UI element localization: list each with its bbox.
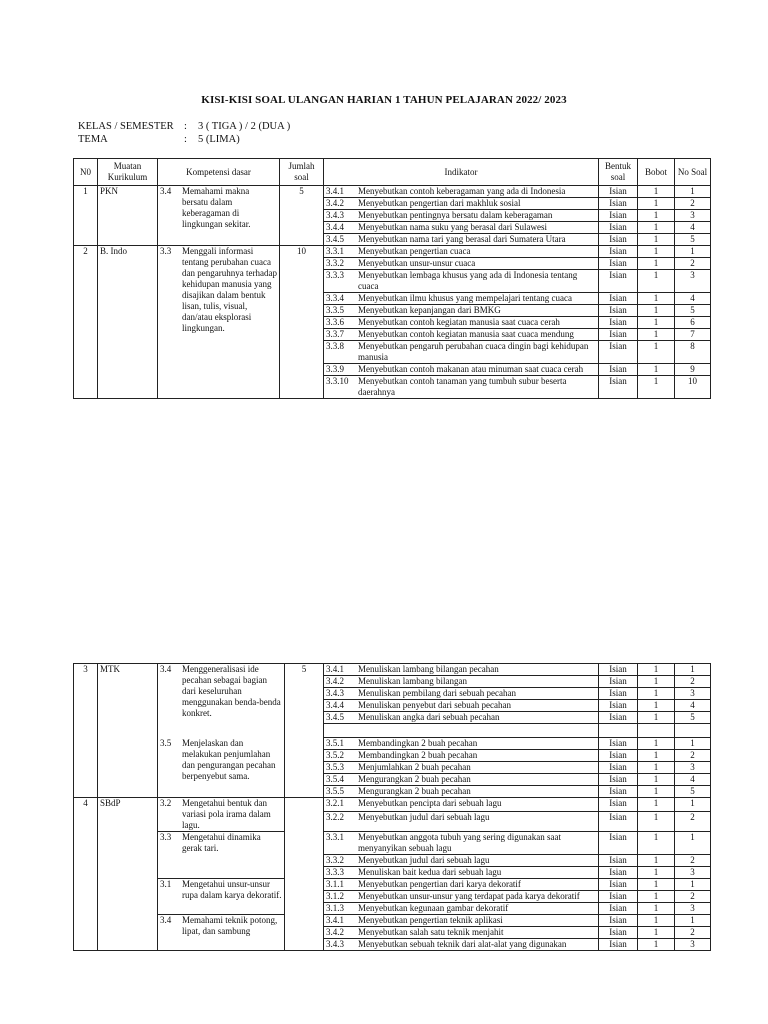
bobot-cell: 1 [638, 927, 675, 939]
meta-value: 5 (LIMA) [198, 134, 240, 145]
kd-number: 3.4 [160, 664, 172, 674]
indikator-number: 3.4.4 [326, 700, 344, 710]
meta-value: 3 ( TIGA ) / 2 (DUA ) [198, 121, 291, 132]
bentuk-soal-cell: Isian [599, 234, 638, 246]
no-soal-cell: 5 [675, 786, 711, 798]
indikator-cell [324, 915, 599, 927]
kd-number: 3.5 [160, 737, 172, 748]
kd-text: Menggali informasi tentang perubahan cuaca dan pengaruhnya terhadap kehidupan manusia yang disajikan dalam bentuk lisan, tulis, visual, dan/atau eksplorasi lingkungan. [182, 246, 277, 333]
indikator-number: 3.3.2 [326, 855, 344, 865]
no-soal-cell: 5 [675, 712, 711, 724]
indikator-number: 3.4.5 [326, 712, 344, 722]
indikator-number: 3.3.6 [326, 317, 344, 327]
no-soal-cell: 1 [675, 664, 711, 676]
indikator-text: Menyebutkan pengaruh perubahan cuaca dingin bagi kehidupan manusia [358, 341, 589, 362]
indikator-text: Menyebutkan contoh keberagaman yang ada di Indonesia [358, 186, 566, 196]
no-soal-cell-empty [675, 724, 711, 738]
meta-sep: : [184, 121, 187, 132]
bentuk-soal-cell: Isian [599, 891, 638, 903]
indikator-number: 3.4.3 [326, 688, 344, 698]
indikator-text: Menyebutkan contoh kegiatan manusia saat cuaca cerah [358, 317, 560, 327]
indikator-number: 3.4.4 [326, 222, 344, 232]
no-soal-cell: 3 [675, 270, 711, 293]
bobot-cell: 1 [638, 832, 675, 855]
header-jumlah-soal: Jumlah soal [280, 159, 324, 186]
indikator-number: 3.5.5 [326, 786, 344, 796]
bobot-cell: 1 [638, 700, 675, 712]
indikator-number: 3.1.3 [326, 903, 344, 913]
bentuk-soal-cell: Isian [599, 879, 638, 891]
indikator-cell [324, 786, 599, 798]
bobot-cell: 1 [638, 879, 675, 891]
indikator-text: Menyebutkan pengertian teknik aplikasi [358, 915, 503, 925]
bobot-cell: 1 [638, 246, 675, 258]
bentuk-soal-cell: Isian [599, 305, 638, 317]
indikator-number: 3.4.2 [326, 927, 344, 937]
indikator-cell [324, 903, 599, 915]
indikator-number: 3.3.3 [326, 867, 344, 877]
indikator-text: Menyebutkan lembaga khusus yang ada di Indonesia tentang cuaca [358, 270, 578, 291]
indikator-cell [324, 939, 599, 951]
no-soal-cell: 3 [675, 210, 711, 222]
indikator-text: Menyebutkan contoh makanan atau minuman saat cuaca cerah [358, 364, 584, 374]
bobot-cell: 1 [638, 305, 675, 317]
indikator-cell [324, 688, 599, 700]
no-soal-cell: 1 [675, 915, 711, 927]
bobot-cell: 1 [638, 293, 675, 305]
table-row [74, 915, 711, 927]
no-soal-cell: 2 [675, 927, 711, 939]
indikator-number: 3.2.1 [326, 798, 344, 808]
bentuk-soal-cell: Isian [599, 210, 638, 222]
no-soal-cell: 3 [675, 939, 711, 951]
bentuk-soal-cell: Isian [599, 688, 638, 700]
table-header-row [74, 159, 711, 186]
indikator-number: 3.3.4 [326, 293, 344, 303]
no-soal-cell: 3 [675, 688, 711, 700]
indikator-text: Menyebutkan nama suku yang berasal dari Sulawesi [358, 222, 547, 232]
kd-text: Memahami teknik potong, lipat, dan sambung [182, 915, 278, 936]
no-soal-cell: 4 [675, 222, 711, 234]
indikator-text: Mengurangkan 2 buah pecahan [358, 774, 471, 784]
bentuk-soal-cell: Isian [599, 329, 638, 341]
indikator-number: 3.2.2 [326, 812, 344, 822]
indikator-text: Menyebutkan pengertian dari makhluk sosial [358, 198, 521, 208]
indikator-number: 3.3.9 [326, 364, 344, 374]
indikator-cell [324, 712, 599, 724]
kompetensi-dasar-cell [158, 915, 285, 951]
kd-number: 3.2 [160, 798, 172, 808]
no-soal-cell: 2 [675, 676, 711, 688]
kd-text: Menjelaskan dan melakukan penjumlahan dan pengurangan pecahan berpenyebut sama. [182, 737, 276, 781]
bentuk-soal-cell: Isian [599, 786, 638, 798]
indikator-cell [324, 198, 599, 210]
indikator-number: 3.1.2 [326, 891, 344, 901]
no-soal-cell: 10 [675, 376, 711, 399]
bobot-cell: 1 [638, 329, 675, 341]
bentuk-soal-cell: Isian [599, 246, 638, 258]
jumlah-soal-cell: 5 [280, 186, 324, 246]
bobot-cell: 1 [638, 234, 675, 246]
table-row [74, 246, 711, 258]
indikator-cell [324, 676, 599, 688]
bentuk-soal-cell: Isian [599, 676, 638, 688]
indikator-number: 3.4.3 [326, 939, 344, 949]
bobot-cell: 1 [638, 750, 675, 762]
indikator-text: Menuliskan penyebut dari sebuah pecahan [358, 700, 511, 710]
no-soal-cell: 3 [675, 762, 711, 774]
kompetensi-dasar-cell [158, 246, 280, 399]
indikator-cell [324, 867, 599, 879]
subject-cell: MTK [98, 664, 158, 798]
no-soal-cell: 2 [675, 891, 711, 903]
bentuk-soal-cell: Isian [599, 293, 638, 305]
indikator-number: 3.5.1 [326, 738, 344, 748]
header-bentuk-soal: Bentuk soal [599, 159, 638, 186]
bentuk-soal-cell: Isian [599, 364, 638, 376]
indikator-text: Menyebutkan pengertian cuaca [358, 246, 471, 256]
indikator-cell [324, 812, 599, 832]
indikator-number: 3.3.1 [326, 246, 344, 256]
bobot-cell: 1 [638, 341, 675, 364]
no-soal-cell: 5 [675, 305, 711, 317]
kompetensi-dasar-cell [158, 664, 285, 738]
indikator-cell [324, 305, 599, 317]
kd-number: 3.3 [160, 246, 172, 256]
indikator-number: 3.4.5 [326, 234, 344, 244]
table-row [74, 186, 711, 198]
jumlah-soal-cell [285, 798, 324, 951]
bentuk-soal-cell: Isian [599, 664, 638, 676]
header-kompetensi-dasar: Kompetensi dasar [158, 159, 280, 186]
indikator-number: 3.4.1 [326, 186, 344, 196]
kd-text: Menggeneralisasi ide pecahan sebagai bagian dari keseluruhan menggunakan benda-benda konkret. [182, 664, 281, 718]
indikator-text: Menyebutkan judul dari sebuah lagu [358, 855, 490, 865]
bobot-cell: 1 [638, 855, 675, 867]
indikator-number: 3.1.1 [326, 879, 344, 889]
bentuk-soal-cell: Isian [599, 855, 638, 867]
bentuk-soal-cell: Isian [599, 867, 638, 879]
bobot-cell: 1 [638, 762, 675, 774]
indikator-cell-empty [324, 724, 599, 738]
no-soal-cell: 5 [675, 234, 711, 246]
indikator-text: Menyebutkan contoh tanaman yang tumbuh subur beserta daerahnya [358, 376, 567, 397]
jumlah-soal-cell: 10 [280, 246, 324, 399]
no-soal-cell: 4 [675, 700, 711, 712]
bentuk-soal-cell: Isian [599, 700, 638, 712]
indikator-cell [324, 364, 599, 376]
header-indikator: Indikator [324, 159, 599, 186]
bobot-cell: 1 [638, 786, 675, 798]
indikator-text: Menuliskan lambang bilangan pecahan [358, 664, 499, 674]
bobot-cell: 1 [638, 867, 675, 879]
indikator-cell [324, 246, 599, 258]
meta-sep: : [184, 134, 187, 145]
header-no-soal: No Soal [675, 159, 711, 186]
no-soal-cell: 1 [675, 798, 711, 812]
kisi-kisi-table-page2 [73, 663, 711, 951]
indikator-text: Membandingkan 2 buah pecahan [358, 738, 478, 748]
jumlah-soal-cell: 5 [285, 664, 324, 798]
bobot-cell-empty [638, 724, 675, 738]
document-title: KISI-KISI SOAL ULANGAN HARIAN 1 TAHUN PELAJARAN 2022/ 2023 [201, 94, 567, 106]
indikator-cell [324, 317, 599, 329]
table-row [74, 879, 711, 891]
no-soal-cell: 2 [675, 258, 711, 270]
bobot-cell: 1 [638, 210, 675, 222]
indikator-cell [324, 798, 599, 812]
bentuk-soal-cell: Isian [599, 915, 638, 927]
bobot-cell: 1 [638, 664, 675, 676]
row-number: 3 [74, 664, 98, 798]
bentuk-soal-cell: Isian [599, 317, 638, 329]
bobot-cell: 1 [638, 738, 675, 750]
no-soal-cell: 1 [675, 879, 711, 891]
no-soal-cell: 3 [675, 903, 711, 915]
no-soal-cell: 7 [675, 329, 711, 341]
indikator-cell [324, 927, 599, 939]
no-soal-cell: 1 [675, 186, 711, 198]
bobot-cell: 1 [638, 270, 675, 293]
kd-text: Mengetahui dinamika gerak tari. [182, 832, 261, 853]
indikator-cell [324, 186, 599, 198]
bentuk-soal-cell: Isian [599, 222, 638, 234]
indikator-text: Menyebutkan pencipta dari sebuah lagu [358, 798, 502, 808]
bentuk-soal-cell: Isian [599, 258, 638, 270]
indikator-number: 3.3.10 [326, 376, 349, 386]
header-no: N0 [74, 159, 98, 186]
bentuk-soal-cell: Isian [599, 750, 638, 762]
indikator-number: 3.5.4 [326, 774, 344, 784]
bobot-cell: 1 [638, 688, 675, 700]
bobot-cell: 1 [638, 258, 675, 270]
indikator-text: Menyebutkan contoh kegiatan manusia saat cuaca mendung [358, 329, 574, 339]
bentuk-soal-cell: Isian [599, 774, 638, 786]
no-soal-cell: 1 [675, 246, 711, 258]
indikator-text: Menuliskan lambang bilangan [358, 676, 467, 686]
no-soal-cell: 2 [675, 198, 711, 210]
bentuk-soal-cell: Isian [599, 738, 638, 750]
meta-tema [78, 134, 240, 145]
indikator-number: 3.4.3 [326, 210, 344, 220]
indikator-text: Menyebutkan pengertian dari karya dekoratif [358, 879, 521, 889]
bobot-cell: 1 [638, 317, 675, 329]
subject-cell: SBdP [98, 798, 158, 951]
kompetensi-dasar-cell [158, 832, 285, 879]
meta-kelas-semester [78, 121, 290, 132]
kd-number: 3.1 [160, 879, 172, 889]
header-muatan-kurikulum: Muatan Kurikulum [98, 159, 158, 186]
indikator-cell [324, 376, 599, 399]
subject-cell: B. Indo [98, 246, 158, 399]
kompetensi-dasar-cell [158, 798, 285, 832]
kompetensi-dasar-cell [158, 879, 285, 915]
no-soal-cell: 2 [675, 812, 711, 832]
indikator-text: Menjumlahkan 2 buah pecahan [358, 762, 471, 772]
kd-text: Mengetahui unsur-unsur rupa dalam karya dekoratif. [182, 879, 282, 900]
bobot-cell: 1 [638, 939, 675, 951]
indikator-number: 3.4.1 [326, 664, 344, 674]
kd-text: Mengetahui bentuk dan variasi pola irama dalam lagu. [182, 798, 271, 830]
indikator-number: 3.3.5 [326, 305, 344, 315]
bobot-cell: 1 [638, 891, 675, 903]
bobot-cell: 1 [638, 364, 675, 376]
indikator-cell [324, 234, 599, 246]
bentuk-soal-cell: Isian [599, 186, 638, 198]
bobot-cell: 1 [638, 774, 675, 786]
bentuk-soal-cell: Isian [599, 762, 638, 774]
table-row [74, 832, 711, 855]
indikator-cell [324, 738, 599, 750]
bentuk-soal-cell: Isian [599, 341, 638, 364]
indikator-number: 3.3.3 [326, 270, 344, 280]
meta-key: TEMA [78, 134, 108, 145]
no-soal-cell: 3 [675, 867, 711, 879]
kd-number: 3.3 [160, 832, 172, 842]
indikator-number: 3.5.3 [326, 762, 344, 772]
indikator-text: Menyebutkan unsur-unsur cuaca [358, 258, 476, 268]
no-soal-cell: 2 [675, 750, 711, 762]
bobot-cell: 1 [638, 712, 675, 724]
indikator-number: 3.4.1 [326, 915, 344, 925]
indikator-cell [324, 891, 599, 903]
bentuk-soal-cell: Isian [599, 270, 638, 293]
row-number: 2 [74, 246, 98, 399]
bentuk-soal-cell: Isian [599, 798, 638, 812]
indikator-number: 3.3.7 [326, 329, 344, 339]
table-row [74, 798, 711, 812]
bentuk-soal-cell: Isian [599, 832, 638, 855]
indikator-text: Menyebutkan salah satu teknik menjahit [358, 927, 504, 937]
row-number: 4 [74, 798, 98, 951]
bentuk-soal-cell: Isian [599, 939, 638, 951]
indikator-text: Menyebutkan sebuah teknik dari alat-alat yang digunakan [358, 939, 567, 949]
indikator-cell [324, 700, 599, 712]
bentuk-soal-cell: Isian [599, 927, 638, 939]
indikator-text: Menyebutkan ilmu khusus yang mempelajari tentang cuaca [358, 293, 572, 303]
kd-number: 3.4 [160, 915, 172, 925]
bentuk-soal-cell: Isian [599, 903, 638, 915]
bobot-cell: 1 [638, 798, 675, 812]
indikator-cell [324, 762, 599, 774]
kd-text: Memahami makna bersatu dalam keberagaman di lingkungan sekitar. [182, 186, 251, 229]
indikator-text: Menyebutkan pentingnya bersatu dalam keberagaman [358, 210, 553, 220]
indikator-text: Menyebutkan anggota tubuh yang sering digunakan saat menyanyikan sebuah lagu [358, 832, 561, 853]
indikator-cell [324, 222, 599, 234]
indikator-text: Menyebutkan nama tari yang berasal dari Sumatera Utara [358, 234, 566, 244]
bentuk-soal-cell: Isian [599, 812, 638, 832]
bentuk-soal-cell: Isian [599, 198, 638, 210]
indikator-cell [324, 664, 599, 676]
indikator-text: Membandingkan 2 buah pecahan [358, 750, 478, 760]
indikator-number: 3.5.2 [326, 750, 344, 760]
kisi-kisi-table-page1 [73, 158, 711, 399]
bobot-cell: 1 [638, 222, 675, 234]
indikator-text: Menyebutkan judul dari sebuah lagu [358, 812, 490, 822]
no-soal-cell: 1 [675, 832, 711, 855]
bobot-cell: 1 [638, 676, 675, 688]
no-soal-cell: 6 [675, 317, 711, 329]
indikator-text: Mengurangkan 2 buah pecahan [358, 786, 471, 796]
no-soal-cell: 2 [675, 855, 711, 867]
kompetensi-dasar-cell [158, 186, 280, 246]
kompetensi-dasar-cell [158, 738, 285, 798]
bobot-cell: 1 [638, 812, 675, 832]
table-row [74, 664, 711, 676]
indikator-number: 3.3.8 [326, 341, 344, 351]
indikator-cell [324, 879, 599, 891]
header-bobot: Bobot [638, 159, 675, 186]
meta-key: KELAS / SEMESTER [78, 121, 174, 132]
indikator-text: Menuliskan pembilang dari sebuah pecahan [358, 688, 516, 698]
indikator-cell [324, 293, 599, 305]
indikator-number: 3.3.2 [326, 258, 344, 268]
bobot-cell: 1 [638, 903, 675, 915]
indikator-cell [324, 750, 599, 762]
indikator-cell [324, 329, 599, 341]
indikator-text: Menyebutkan kepanjangan dari BMKG [358, 305, 501, 315]
indikator-cell [324, 832, 599, 855]
bobot-cell: 1 [638, 376, 675, 399]
no-soal-cell: 9 [675, 364, 711, 376]
table-row [74, 738, 711, 750]
indikator-number: 3.4.2 [326, 676, 344, 686]
kd-number: 3.4 [160, 186, 172, 196]
bentuk-soal-cell-empty [599, 724, 638, 738]
row-number: 1 [74, 186, 98, 246]
indikator-cell [324, 774, 599, 786]
indikator-number: 3.3.1 [326, 832, 344, 842]
bentuk-soal-cell: Isian [599, 712, 638, 724]
indikator-text: Menuliskan bait kedua dari sebuah lagu [358, 867, 502, 877]
indikator-text: Menyebutkan unsur-unsur yang terdapat pada karya dekoratif [358, 891, 580, 901]
bobot-cell: 1 [638, 915, 675, 927]
indikator-text: Menyebutkan kegunaan gambar dekoratif [358, 903, 509, 913]
indikator-text: Menuliskan angka dari sebuah pecahan [358, 712, 500, 722]
no-soal-cell: 4 [675, 774, 711, 786]
indikator-cell [324, 855, 599, 867]
bobot-cell: 1 [638, 186, 675, 198]
indikator-cell [324, 258, 599, 270]
no-soal-cell: 4 [675, 293, 711, 305]
no-soal-cell: 8 [675, 341, 711, 364]
no-soal-cell: 1 [675, 738, 711, 750]
indikator-cell [324, 270, 599, 293]
indikator-cell [324, 341, 599, 364]
indikator-number: 3.4.2 [326, 198, 344, 208]
bobot-cell: 1 [638, 198, 675, 210]
indikator-cell [324, 210, 599, 222]
subject-cell: PKN [98, 186, 158, 246]
bentuk-soal-cell: Isian [599, 376, 638, 399]
